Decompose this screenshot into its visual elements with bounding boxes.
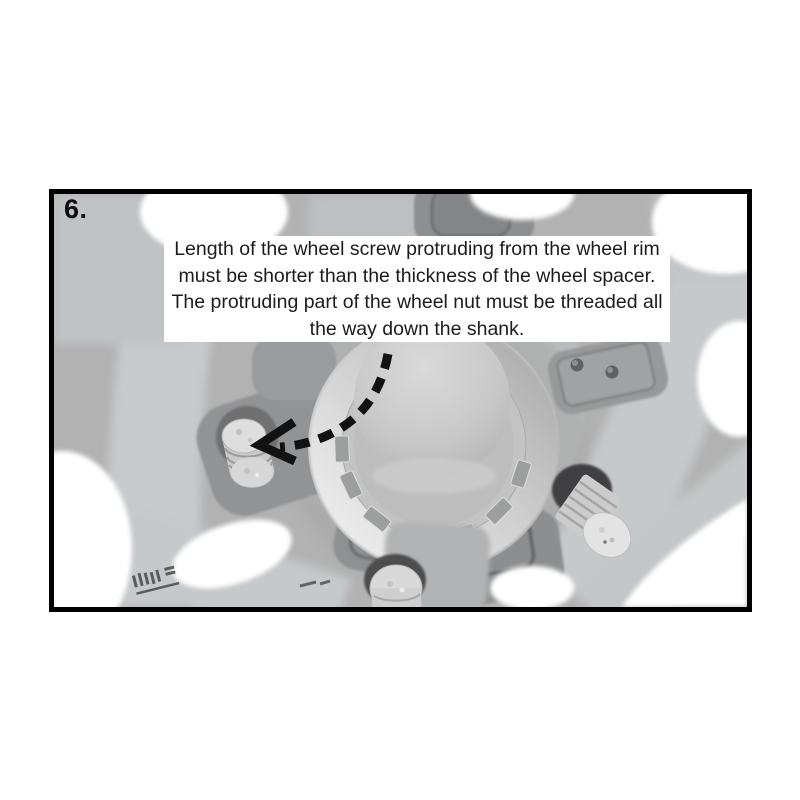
caption-line: the way down the shank. — [309, 317, 525, 340]
caption-line: Length of the wheel screw protruding from the wheel rim — [174, 238, 660, 260]
figure-frame — [49, 189, 752, 612]
step-number: 6. — [64, 194, 88, 224]
caption-line: must be shorter than the thickness of the wheel spacer. — [178, 264, 656, 287]
caption-box — [164, 236, 670, 342]
wheel-stud-bottom — [364, 554, 426, 607]
center-cap-dome — [354, 322, 510, 478]
caption-line: The protruding part of the wheel nut must be threaded all — [171, 291, 663, 313]
